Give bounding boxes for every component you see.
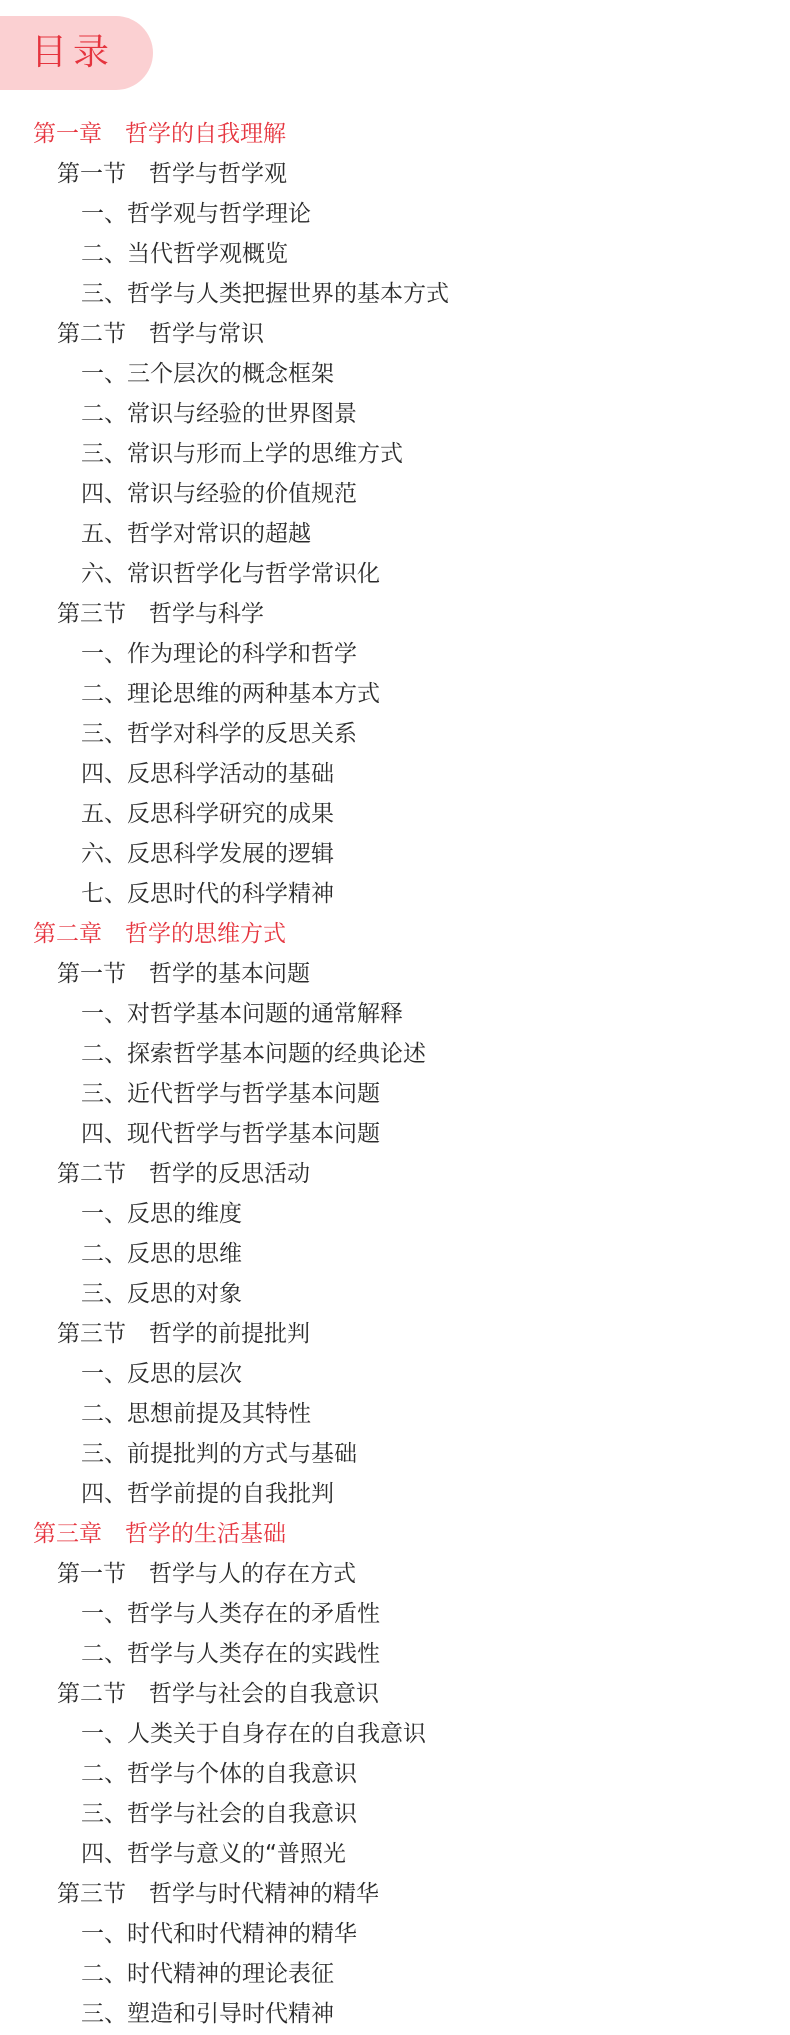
toc-subsection-entry[interactable]: 二、时代精神的理论表征: [81, 1961, 334, 1987]
toc-subsection-entry[interactable]: 一、哲学观与哲学理论: [81, 201, 311, 227]
toc-subsection-entry[interactable]: 二、哲学与个体的自我意识: [81, 1761, 357, 1787]
toc-chapter-entry[interactable]: 第一章 哲学的自我理解: [33, 121, 286, 147]
toc-subsection-entry[interactable]: 二、当代哲学观概览: [81, 241, 288, 267]
toc-subsection-entry[interactable]: 三、前提批判的方式与基础: [81, 1441, 357, 1467]
toc-section-entry[interactable]: 第二节 哲学与社会的自我意识: [57, 1681, 379, 1707]
table-of-contents: [0, 114, 790, 2034]
toc-subsection-entry[interactable]: 一、人类关于自身存在的自我意识: [81, 1721, 426, 1747]
toc-section-entry[interactable]: 第一节 哲学与哲学观: [57, 161, 287, 187]
toc-subsection-entry[interactable]: 一、三个层次的概念框架: [81, 361, 334, 387]
toc-subsection-entry[interactable]: 三、反思的对象: [81, 1281, 242, 1307]
toc-section-entry[interactable]: 第一节 哲学与人的存在方式: [57, 1561, 356, 1587]
toc-subsection-entry[interactable]: 二、哲学与人类存在的实践性: [81, 1641, 380, 1667]
toc-subsection-entry[interactable]: 二、思想前提及其特性: [81, 1401, 311, 1427]
page-title: 目录: [31, 32, 116, 73]
toc-subsection-entry[interactable]: 四、哲学前提的自我批判: [81, 1481, 334, 1507]
toc-subsection-entry[interactable]: 一、时代和时代精神的精华: [81, 1921, 357, 1947]
toc-subsection-entry[interactable]: 三、哲学对科学的反思关系: [81, 721, 357, 747]
toc-section-entry[interactable]: 第一节 哲学的基本问题: [57, 961, 310, 987]
toc-subsection-entry[interactable]: 二、反思的思维: [81, 1241, 242, 1267]
toc-header-tab: [0, 16, 153, 90]
toc-subsection-entry[interactable]: 二、理论思维的两种基本方式: [81, 681, 380, 707]
toc-subsection-entry[interactable]: 一、作为理论的科学和哲学: [81, 641, 357, 667]
toc-section-entry[interactable]: 第二节 哲学的反思活动: [57, 1161, 310, 1187]
toc-subsection-entry[interactable]: 四、现代哲学与哲学基本问题: [81, 1121, 380, 1147]
toc-subsection-entry[interactable]: 五、反思科学研究的成果: [81, 801, 334, 827]
toc-section-entry[interactable]: 第三节 哲学与时代精神的精华: [57, 1881, 379, 1907]
toc-subsection-entry[interactable]: 一、对哲学基本问题的通常解释: [81, 1001, 403, 1027]
toc-subsection-entry[interactable]: 一、反思的维度: [81, 1201, 242, 1227]
toc-subsection-entry[interactable]: 三、哲学与社会的自我意识: [81, 1801, 357, 1827]
toc-subsection-entry[interactable]: 三、近代哲学与哲学基本问题: [81, 1081, 380, 1107]
toc-subsection-entry[interactable]: 四、哲学与意义的“普照光: [81, 1841, 346, 1867]
toc-section-entry[interactable]: 第三节 哲学的前提批判: [57, 1321, 310, 1347]
toc-section-entry[interactable]: 第二节 哲学与常识: [57, 321, 264, 347]
toc-subsection-entry[interactable]: 一、反思的层次: [81, 1361, 242, 1387]
toc-section-entry[interactable]: 第三节 哲学与科学: [57, 601, 264, 627]
toc-subsection-entry[interactable]: 六、常识哲学化与哲学常识化: [81, 561, 380, 587]
toc-subsection-entry[interactable]: 二、探索哲学基本问题的经典论述: [81, 1041, 426, 1067]
toc-subsection-entry[interactable]: 四、反思科学活动的基础: [81, 761, 334, 787]
toc-subsection-entry[interactable]: 五、哲学对常识的超越: [81, 521, 311, 547]
toc-chapter-entry[interactable]: 第三章 哲学的生活基础: [33, 1521, 286, 1547]
toc-subsection-entry[interactable]: 二、常识与经验的世界图景: [81, 401, 357, 427]
toc-subsection-entry[interactable]: 六、反思科学发展的逻辑: [81, 841, 334, 867]
toc-subsection-entry[interactable]: 四、常识与经验的价值规范: [81, 481, 357, 507]
toc-subsection-entry[interactable]: 三、哲学与人类把握世界的基本方式: [81, 281, 449, 307]
toc-chapter-entry[interactable]: 第二章 哲学的思维方式: [33, 921, 286, 947]
toc-subsection-entry[interactable]: 一、哲学与人类存在的矛盾性: [81, 1601, 380, 1627]
toc-subsection-entry[interactable]: 七、反思时代的科学精神: [81, 881, 334, 907]
toc-subsection-entry[interactable]: 三、常识与形而上学的思维方式: [81, 441, 403, 467]
toc-subsection-entry[interactable]: 三、塑造和引导时代精神: [81, 2001, 334, 2027]
